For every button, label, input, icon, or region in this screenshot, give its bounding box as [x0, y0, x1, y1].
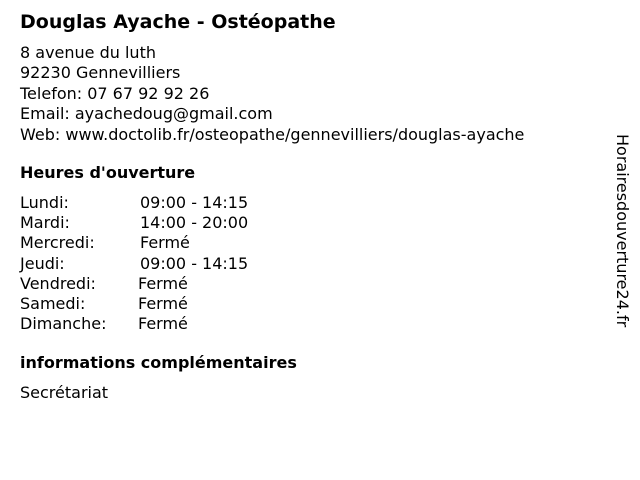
day-hours: 14:00 - 20:00 [140, 213, 249, 233]
day-label: Mercredi: [20, 233, 95, 253]
extra-info-text: Secrétariat [20, 383, 109, 402]
day-label: Lundi: [20, 193, 69, 212]
day-label: Mardi: [20, 213, 70, 233]
extra-info-heading: informations complémentaires [20, 353, 297, 372]
day-label: Jeudi: [20, 253, 65, 273]
site-watermark: Horairesdouverture24.fr [613, 134, 632, 328]
address-line-2: 92230 Gennevilliers [20, 63, 181, 83]
business-name: Douglas Ayache - Ostéopathe [20, 11, 336, 33]
day-label: Samedi: [20, 293, 86, 313]
address-line-1: 8 avenue du luth [20, 43, 156, 62]
day-label: Dimanche: [20, 314, 107, 334]
day-hours: 09:00 - 14:15 [140, 193, 249, 212]
day-hours: Fermé [138, 314, 188, 334]
day-hours: Fermé [138, 273, 188, 293]
day-label: Vendredi: [20, 273, 96, 293]
day-hours: Fermé [138, 293, 188, 313]
day-hours: Fermé [140, 233, 190, 253]
phone: Telefon: 07 67 92 92 26 [20, 83, 210, 103]
day-hours: 09:00 - 14:15 [140, 253, 249, 273]
contact-info [20, 43, 524, 145]
email: Email: ayachedoug@gmail.com [20, 104, 273, 124]
website: Web: www.doctolib.fr/osteopathe/gennevilliers/douglas-ayache [20, 124, 525, 144]
hours-heading: Heures d'ouverture [20, 163, 196, 182]
